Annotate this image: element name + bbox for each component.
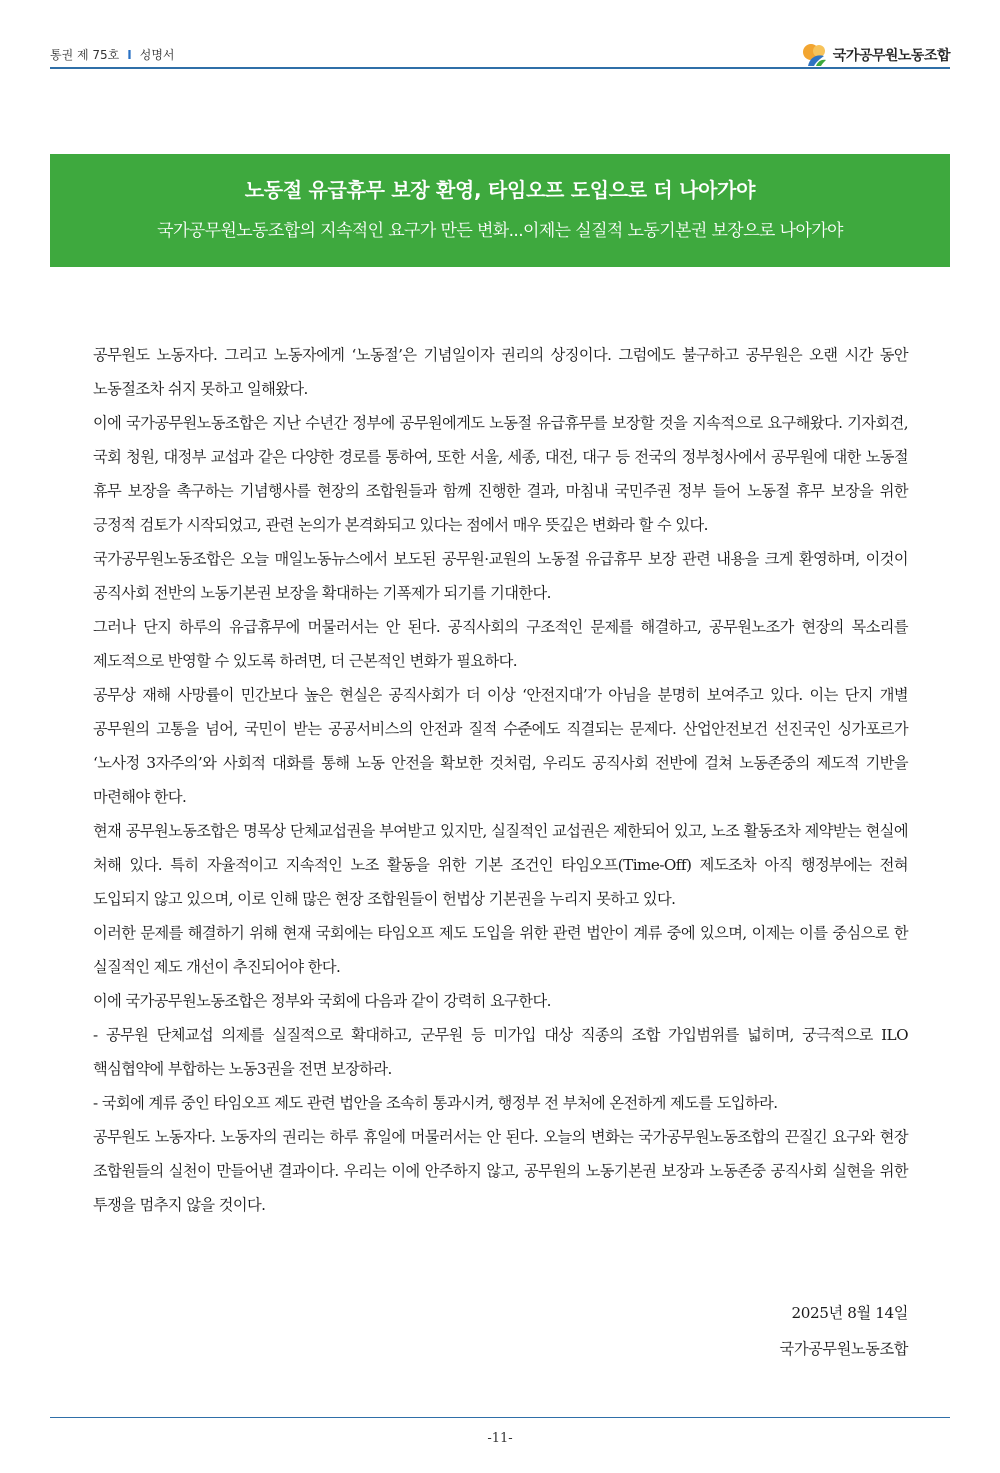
body-paragraph: 국가공무원노동조합은 오늘 매일노동뉴스에서 보도된 공무원·교원의 노동절 유급휴무 보장 관련 내용을 크게 환영하며, 이것이 공직사회 전반의 노동기본권 보장을 확대하는 기폭제가 되기를 기대한다. <box>93 550 908 602</box>
page-header <box>50 42 950 68</box>
body-paragraph: 공무원도 노동자다. 노동자의 권리는 하루 휴일에 머물러서는 안 된다. 오늘의 변화는 국가공무원노동조합의 끈질긴 요구와 현장 조합원들의 실천이 만들어낸 결과이다. 우리는 이에 안주하지 않고, 공무원의 노동기본권 보장과 노동존중 공직사회 실현을 위한 투쟁을 멈추지 않을 것이다. <box>93 1128 908 1214</box>
body-paragraph: 공무원도 노동자다. 그리고 노동자에게 ‘노동절’은 기념일이자 권리의 상징이다. 그럼에도 불구하고 공무원은 오랜 시간 동안 노동절조차 쉬지 못하고 일해왔다. <box>93 346 908 398</box>
demand-item: - 공무원 단체교섭 의제를 실질적으로 확대하고, 군무원 등 미가입 대상 직종의 조합 가입범위를 넓히며, 궁극적으로 ILO 핵심협약에 부합하는 노동3권을 전면 보장하라. <box>93 1026 908 1078</box>
demand-item: - 국회에 계류 중인 타임오프 제도 관련 법안을 조속히 통과시켜, 행정부 전 부처에 온전하게 제도를 도입하라. <box>93 1094 778 1112</box>
statement-body <box>93 338 908 1222</box>
body-paragraph: 현재 공무원노동조합은 명목상 단체교섭권을 부여받고 있지만, 실질적인 교섭권은 제한되어 있고, 노조 활동조차 제약받는 현실에 처해 있다. 특히 자율적이고 지속적인 노조 활동을 위한 기본 조건인 타임오프(Time-Off) 제도조차 아직 행정부에는 전혀 도입되지 않고 있으며, 이로 인해 많은 현장 조합원들이 헌법상 기본권을 누리지 못하고 있다. <box>93 822 908 908</box>
page-number: -11- <box>487 1431 513 1446</box>
signing-organization: 국가공무원노동조합 <box>779 1340 908 1358</box>
issue-number: 통권 제 75호 <box>50 48 120 62</box>
org-logo <box>802 42 950 68</box>
body-paragraph: 이에 국가공무원노동조합은 정부와 국회에 다음과 같이 강력히 요구한다. <box>93 992 551 1010</box>
body-paragraph: 이러한 문제를 해결하기 위해 현재 국회에는 타임오프 제도 도입을 위한 관련 법안이 계류 중에 있으며, 이제는 이를 중심으로 한 실질적인 제도 개선이 추진되어야 한다. <box>93 924 908 976</box>
footer-divider <box>50 1417 950 1418</box>
section-name: 성명서 <box>139 48 175 62</box>
header-issue-info <box>50 46 175 63</box>
statement-date: 2025년 8월 14일 <box>791 1304 908 1322</box>
union-logo-icon <box>802 42 828 68</box>
logo-org-name: 국가공무원노동조합 <box>832 48 950 64</box>
statement-title: 노동절 유급휴무 보장 환영, 타임오프 도입으로 더 나아가야 <box>244 178 756 202</box>
header-separator: I <box>127 48 132 62</box>
body-paragraph: 공무상 재해 사망률이 민간보다 높은 현실은 공직사회가 더 이상 ‘안전지대’가 아님을 분명히 보여주고 있다. 이는 단지 개별 공무원의 고통을 넘어, 국민이 받는 공공서비스의 안전과 질적 수준에도 직결되는 문제다. 산업안전보건 선진국인 싱가포르가 ‘노사정 3자주의’와 사회적 대화를 통해 노동 안전을 확보한 것처럼, 우리도 공직사회 전반에 걸쳐 노동존중의 제도적 기반을 마련해야 한다. <box>93 686 908 806</box>
title-banner <box>50 154 950 267</box>
body-paragraph: 그러나 단지 하루의 유급휴무에 머물러서는 안 된다. 공직사회의 구조적인 문제를 해결하고, 공무원노조가 현장의 목소리를 제도적으로 반영할 수 있도록 하려면, 더 근본적인 변화가 필요하다. <box>93 618 908 670</box>
body-paragraph: 이에 국가공무원노동조합은 지난 수년간 정부에 공무원에게도 노동절 유급휴무를 보장할 것을 지속적으로 요구해왔다. 기자회견, 국회 청원, 대정부 교섭과 같은 다양한 경로를 통하여, 또한 서울, 세종, 대전, 대구 등 전국의 정부청사에서 공무원에 대한 노동절 휴무 보장을 촉구하는 기념행사를 현장의 조합원들과 함께 진행한 결과, 마침내 국민주권 정부 들어 노동절 휴무 보장을 위한 긍정적 검토가 시작되었고, 관련 논의가 본격화되고 있다는 점에서 매우 뜻깊은 변화라 할 수 있다. <box>93 414 908 534</box>
header-divider <box>50 67 950 69</box>
statement-subtitle: 국가공무원노동조합의 지속적인 요구가 만든 변화...이제는 실질적 노동기본권 보장으로 나아가야 <box>157 221 843 241</box>
